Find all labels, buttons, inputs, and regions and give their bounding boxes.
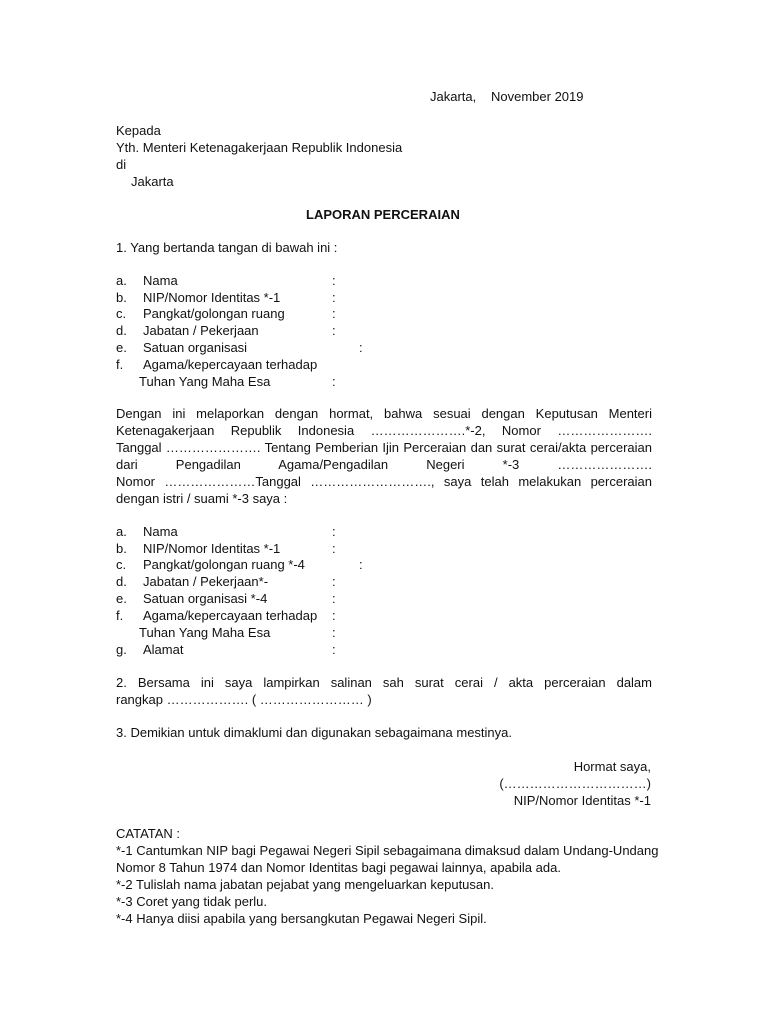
list-item: g. Alamat : bbox=[116, 642, 336, 657]
list-item: e. Satuan organisasi : bbox=[116, 340, 363, 355]
list-item: f. Agama/kepercayaan terhadap bbox=[116, 357, 318, 372]
list-item: a. Nama : bbox=[116, 273, 336, 288]
paragraph-line: dari Pengadilan Agama/Pengadilan Negeri *-3 …………………. bbox=[116, 457, 652, 472]
list-item-continuation: Tuhan Yang Maha Esa : bbox=[139, 374, 336, 389]
point3-text: 3. Demikian untuk dimaklumi dan digunakan sebagaimana mestinya. bbox=[116, 725, 512, 740]
list-item: b. NIP/Nomor Identitas *-1 : bbox=[116, 290, 336, 305]
list-item: a. Nama : bbox=[116, 524, 336, 539]
document-title: LAPORAN PERCERAIAN bbox=[306, 207, 460, 222]
notes-heading: CATATAN : bbox=[116, 826, 181, 841]
section1-intro: 1. Yang bertanda tangan di bawah ini : bbox=[116, 240, 338, 255]
list-item: c. Pangkat/golongan ruang : bbox=[116, 306, 336, 321]
place-date: Jakarta, bbox=[430, 89, 477, 104]
point2-line: rangkap ………………. ( …………………… ) bbox=[116, 692, 372, 707]
signature-nip: NIP/Nomor Identitas *-1 bbox=[513, 793, 651, 808]
signature-name-blank: (……………………………) bbox=[499, 776, 651, 791]
list-item: b. NIP/Nomor Identitas *-1 : bbox=[116, 541, 336, 556]
paragraph-line: Dengan ini melaporkan dengan hormat, bahwa sesuai dengan Keputusan Menteri bbox=[116, 406, 652, 421]
list-item: f. Agama/kepercayaan terhadap : bbox=[116, 608, 336, 623]
point2-line: 2. Bersama ini saya lampirkan salinan sah surat cerai / akta perceraian dalam bbox=[116, 675, 652, 690]
paragraph-line: Tanggal …………………. Tentang Pemberian Ijin Perceraian dan surat cerai/akta perceraian bbox=[116, 440, 652, 455]
address-recipient: Yth. Menteri Ketenagakerjaan Republik Indonesia bbox=[116, 140, 403, 155]
address-city: Jakarta bbox=[131, 174, 174, 189]
note-item: *-2 Tulislah nama jabatan pejabat yang mengeluarkan keputusan. bbox=[116, 877, 494, 892]
closing-text: Hormat saya, bbox=[573, 759, 651, 774]
list-item: e. Satuan organisasi *-4 : bbox=[116, 591, 336, 606]
list-item: d. Jabatan / Pekerjaan : bbox=[116, 323, 336, 338]
list-item: d. Jabatan / Pekerjaan*- : bbox=[116, 574, 336, 589]
list-item-continuation: Tuhan Yang Maha Esa : bbox=[139, 625, 336, 640]
note-item: *-1 Cantumkan NIP bagi Pegawai Negeri Sipil sebagaimana dimaksud dalam Undang-Undang bbox=[116, 843, 659, 858]
note-item: *-4 Hanya diisi apabila yang bersangkutan Pegawai Negeri Sipil. bbox=[116, 911, 487, 926]
address-kepada: Kepada bbox=[116, 123, 161, 138]
note-item: *-3 Coret yang tidak perlu. bbox=[116, 894, 268, 909]
address-di: di bbox=[116, 157, 127, 172]
note-item: Nomor 8 Tahun 1974 dan Nomor Identitas bagi pegawai lainnya, apabila ada. bbox=[116, 860, 561, 875]
paragraph-line: Nomor …………………Tanggal ………………………., saya telah melakukan perceraian bbox=[116, 474, 652, 489]
paragraph-line: Ketenagakerjaan Republik Indonesia ………………….*-2, Nomor …………………. bbox=[116, 423, 652, 438]
paragraph-line: dengan istri / suami *-3 saya : bbox=[116, 491, 288, 506]
list-item: c. Pangkat/golongan ruang *-4 : bbox=[116, 557, 363, 572]
month-year: November 2019 bbox=[491, 89, 584, 104]
